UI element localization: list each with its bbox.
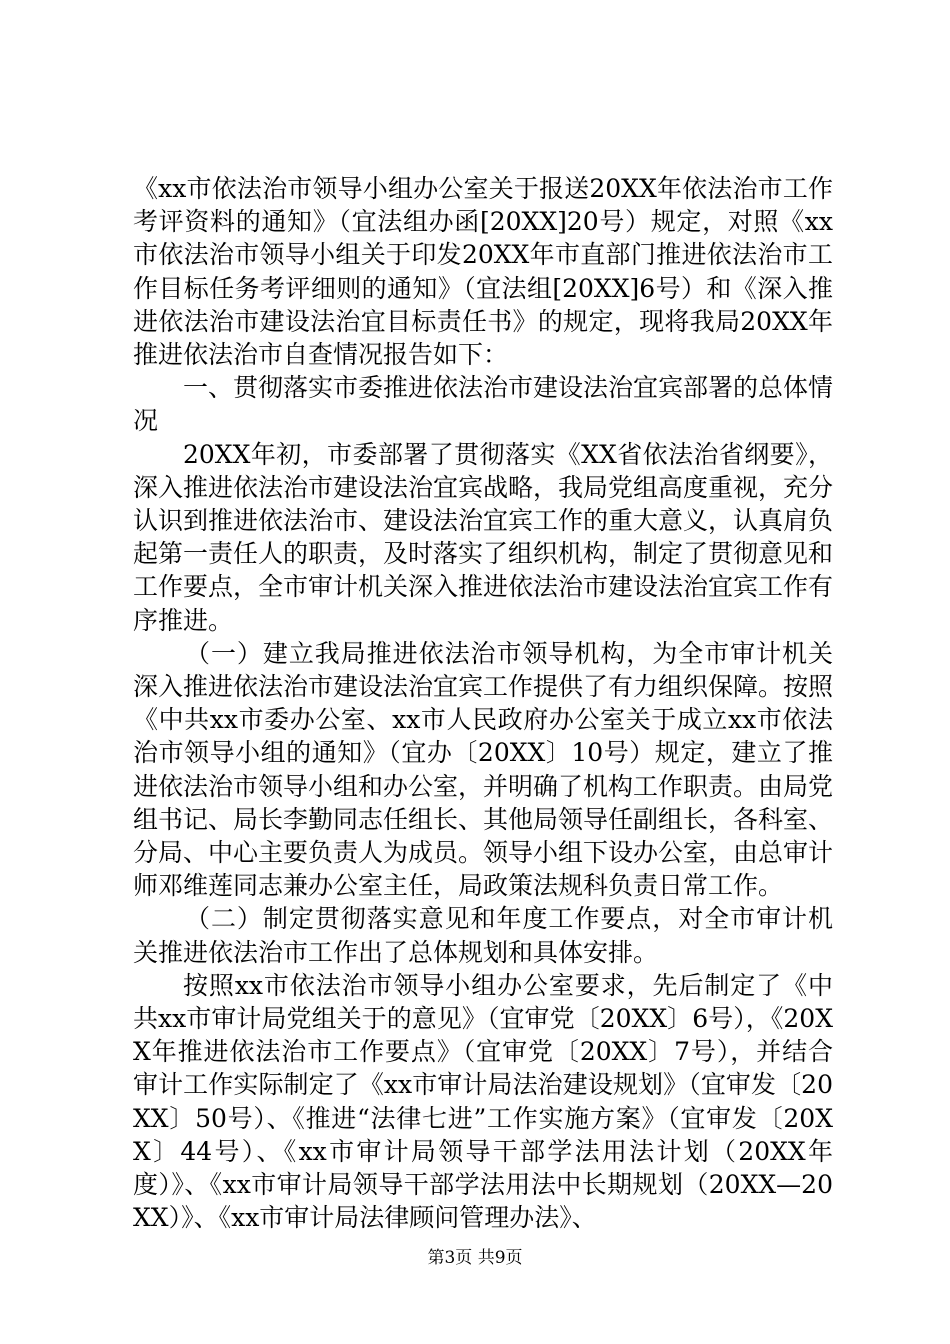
subsection-heading-2: （二）制定贯彻落实意见和年度工作要点，对全市审计机关推进依法治市工作出了总体规划和具体安排。: [133, 904, 833, 967]
page-number-footer: 第3页 共9页: [427, 1248, 523, 1268]
subsection-heading-1: （一）建立我局推进依法治市领导机构，为全市审计机关深入推进依法治市建设法治宜宾工作提供了有力组织保障。按照《中共xx市委办公室、xx市人民政府办公室关于成立xx市依法治市领导小组的通知》（宜办〔20XX〕10号）规定，建立了推进依法治市领导小组和办公室，并明确了机构工作职责。由局党组书记、局长李勤同志任组长、其他局领导任副组长，各科室、分局、中心主要负责人为成员。领导小组下设办公室，由总审计师邓维莲同志兼办公室主任，局政策法规科负责日常工作。: [133, 638, 834, 901]
paragraph-intro: 《xx市依法治市领导小组办公室关于报送20XX年依法治市工作考评资料的通知》（宜法组办函[20XX]20号）规定，对照《xx市依法治市领导小组关于印发20XX年市直部门推进依法治市工作目标任务考评细则的通知》（宜法组[20XX]6号）和《深入推进依法治市建设法治宜目标责任书》的规定，现将我局20XX年推进依法治市自查情况报告如下：: [133, 174, 833, 370]
section-heading-1: 一、贯彻落实市委推进依法治市建设法治宜宾部署的总体情况: [133, 373, 834, 436]
document-body: [133, 172, 833, 1235]
paragraph-overview: 20XX年初，市委部署了贯彻落实《XX省依法治省纲要》，深入推进依法治市建设法治宜宾战略，我局党组高度重视，充分认识到推进依法治市、建设法治宜宾工作的重大意义，认真肩负起第一责任人的职责，及时落实了组织机构，制定了贯彻意见和工作要点，全市审计机关深入推进依法治市建设法治宜宾工作有序推进。: [133, 439, 834, 635]
paragraph-plans: 按照xx市依法治市领导小组办公室要求，先后制定了《中共xx市审计局党组关于的意见》（宜审党〔20XX〕6号），《20XX年推进依法治市工作要点》（宜审党〔20XX〕7号），并结合审计工作实际制定了《xx市审计局法治建设规划》（宜审发〔20XX〕50号）、《推进“法律七进”工作实施方案》（宜审发〔20XX〕44号）、《xx市审计局领导干部学法用法计划（20XX年度）》、《xx市审计局领导干部学法用法中长期规划（20XX—20XX）》、《xx市审计局法律顾问管理办法》、: [133, 970, 833, 1233]
